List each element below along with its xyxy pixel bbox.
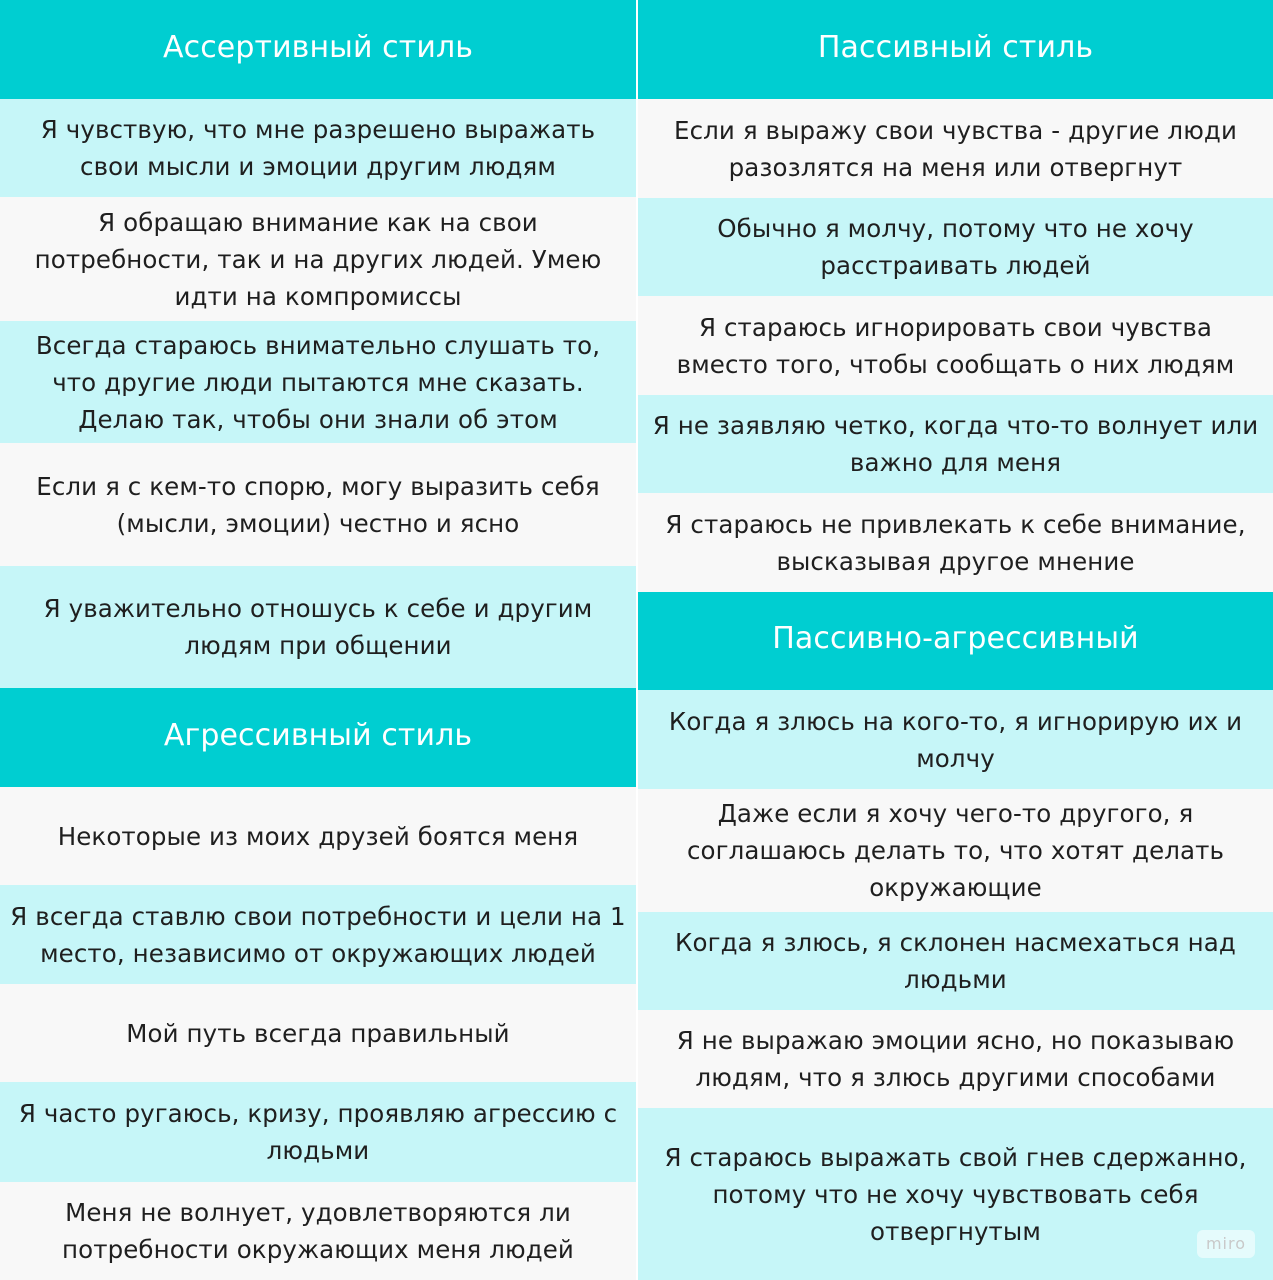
aggressive-item-1: Некоторые из моих друзей боятся меня [0, 787, 636, 885]
passive-item-1: Если я выражу свои чувства - другие люди разозлятся на меня или отвергнут [638, 99, 1273, 198]
passive-aggressive-item-4: Я не выражаю эмоции ясно, но показываю людям, что я злюсь другими способами [638, 1010, 1273, 1108]
passive-aggressive-item-2: Даже если я хочу чего-то другого, я соглашаюсь делать то, что хотят делать окружающие [638, 789, 1273, 912]
passive-aggressive-item-1: Когда я злюсь на кого-то, я игнорирую их и молчу [638, 690, 1273, 789]
passive-aggressive-item-3: Когда я злюсь, я склонен насмехаться над людьми [638, 912, 1273, 1010]
assertive-item-1: Я чувствую, что мне разрешено выражать свои мысли и эмоции другим людям [0, 99, 636, 197]
passive-item-4: Я не заявляю четко, когда что-то волнует или важно для меня [638, 395, 1273, 493]
aggressive-item-4: Я часто ругаюсь, кризу, проявляю агрессию с людьми [0, 1082, 636, 1182]
aggressive-item-2: Я всегда ставлю свои потребности и цели на 1 место, независимо от окружающих людей [0, 885, 636, 984]
aggressive-style-header: Агрессивный стиль [0, 688, 636, 787]
passive-aggressive-header: Пассивно-агрессивный [638, 592, 1273, 690]
assertive-item-5: Я уважительно отношусь к себе и другим людям при общении [0, 566, 636, 688]
assertive-item-3: Всегда стараюсь внимательно слушать то, что другие люди пытаются мне сказать. Делаю так, чтобы они знали об этом [0, 321, 636, 443]
aggressive-item-5: Меня не волнует, удовлетворяются ли потребности окружающих меня людей [0, 1182, 636, 1280]
passive-item-2: Обычно я молчу, потому что не хочу расстраивать людей [638, 198, 1273, 296]
assertive-item-4: Если я с кем-то спорю, могу выразить себя (мысли, эмоции) честно и ясно [0, 443, 636, 566]
passive-item-3: Я стараюсь игнорировать свои чувства вместо того, чтобы сообщать о них людям [638, 296, 1273, 395]
passive-style-header: Пассивный стиль [638, 0, 1273, 99]
miro-watermark-logo: miro [1197, 1230, 1255, 1258]
passive-item-5: Я стараюсь не привлекать к себе внимание, высказывая другое мнение [638, 493, 1273, 592]
assertive-style-header: Ассертивный стиль [0, 0, 636, 99]
aggressive-item-3: Мой путь всегда правильный [0, 984, 636, 1082]
assertive-item-2: Я обращаю внимание как на свои потребности, так и на других людей. Умею идти на компромиссы [0, 197, 636, 321]
passive-aggressive-item-5: Я стараюсь выражать свой гнев сдержанно, потому что не хочу чувствовать себя отвергнутым [638, 1108, 1273, 1280]
